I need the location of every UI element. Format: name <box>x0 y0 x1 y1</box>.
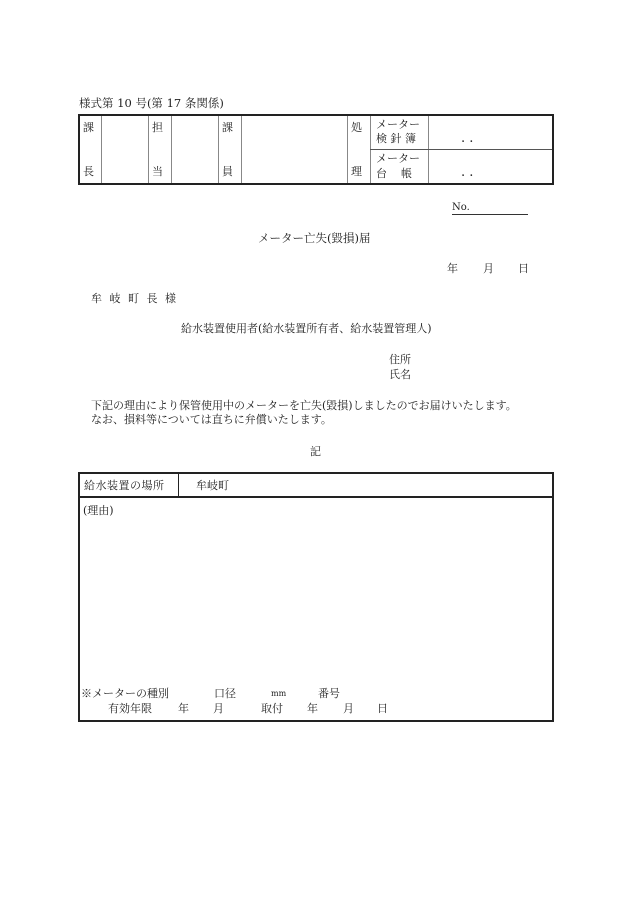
approval-cell-bottom: 理 <box>351 165 362 178</box>
page-title: メーター亡失(毀損)届 <box>258 231 371 245</box>
location-label: 給水装置の場所 <box>84 479 165 492</box>
approval-cell-top: 課 <box>83 121 94 134</box>
expiry-year: 年 <box>178 702 189 715</box>
installed-month: 月 <box>343 702 354 715</box>
date-year: 年 <box>447 262 458 275</box>
address-label: 住所 <box>389 353 411 366</box>
meter-number-label: 番号 <box>318 687 340 700</box>
body-text: 下記の理由により保管使用中のメーターを亡失(毀損)しましたのでお届けいたします。 <box>91 399 517 412</box>
date-dots: . . <box>461 131 474 146</box>
installed-year: 年 <box>307 702 318 715</box>
body-text: なお、損料等については直ちに弁償いたします。 <box>91 413 332 426</box>
meter-register-label: 台 帳 <box>376 167 412 180</box>
approval-cell-bottom: 員 <box>222 165 233 178</box>
approval-cell-top: 課 <box>222 121 233 134</box>
reason-label: (理由) <box>83 504 114 517</box>
date-dots: . . <box>461 165 474 180</box>
meter-ledger-label: 検 針 簿 <box>376 132 416 145</box>
installed-label: 取付 <box>261 702 283 715</box>
date-month: 月 <box>483 262 494 275</box>
approval-cell-top: 処 <box>351 121 362 134</box>
diameter-label: 口径 <box>214 687 236 700</box>
form-number: 様式第 10 号(第 17 条関係) <box>79 96 224 110</box>
meter-register-label: メーター <box>376 152 420 165</box>
document-number[interactable]: No. <box>452 203 528 215</box>
meter-type-label: ※メーターの種別 <box>81 687 169 700</box>
ki-label: 記 <box>310 445 321 458</box>
approval-cell-bottom: 長 <box>83 165 94 178</box>
applicant-label: 給水装置使用者(給水装置所有者、給水装置管理人) <box>181 322 432 335</box>
location-value[interactable]: 牟岐町 <box>196 479 229 492</box>
expiry-month: 月 <box>213 702 224 715</box>
meter-ledger-label: メーター <box>376 118 420 131</box>
approval-cell-top: 担 <box>152 121 163 134</box>
mm-label: mm <box>271 689 287 698</box>
name-label: 氏名 <box>389 368 411 381</box>
approval-cell-bottom: 当 <box>152 165 163 178</box>
installed-day: 日 <box>377 702 388 715</box>
expiry-label: 有効年限 <box>108 702 152 715</box>
date-day: 日 <box>518 262 529 275</box>
reason-field[interactable] <box>82 520 548 680</box>
addressee: 牟 岐 町 長 様 <box>91 292 178 305</box>
